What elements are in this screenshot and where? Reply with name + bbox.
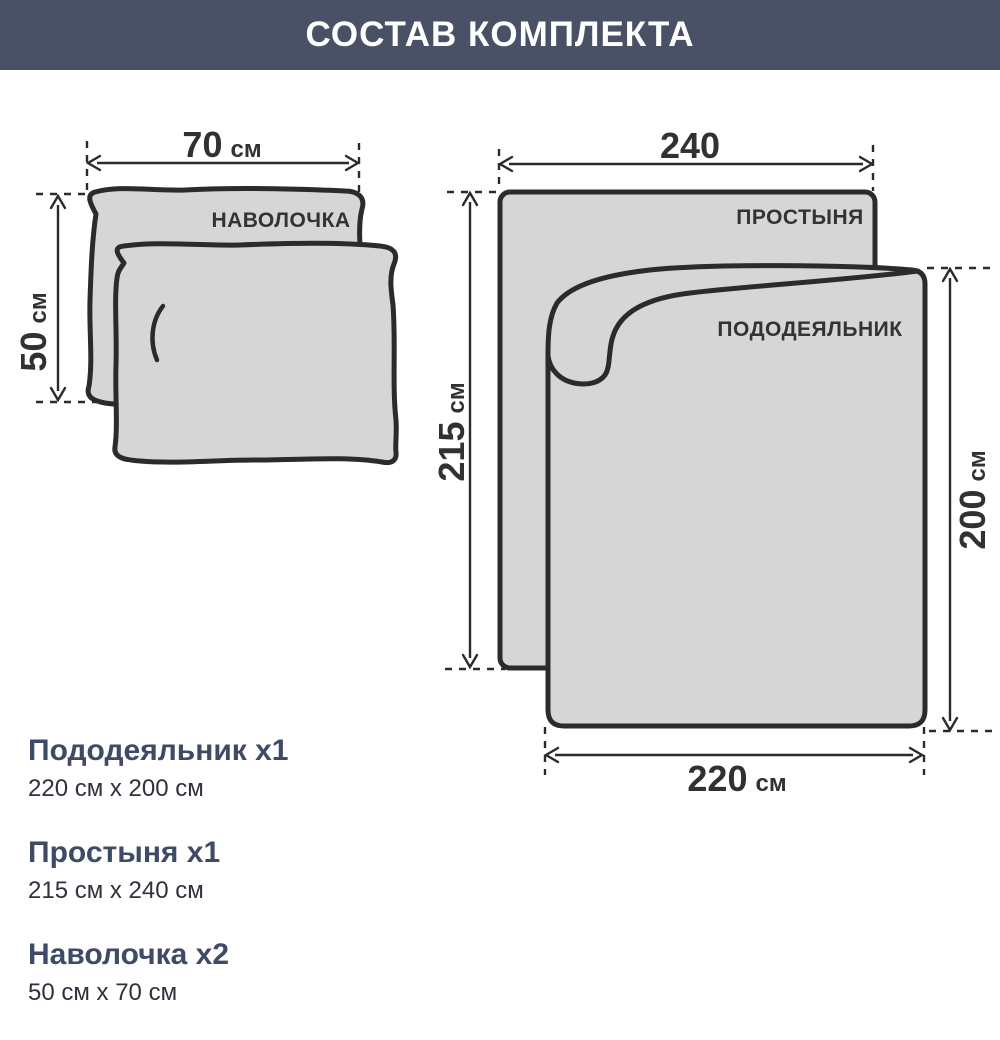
dimension-label-240: 240 — [659, 125, 721, 166]
legend-item-pillowcase — [28, 938, 288, 1007]
legend-item-size: 215 см x 240 см — [28, 877, 204, 904]
dimension-label-50: 50см — [13, 292, 54, 372]
pillow-front-shape — [115, 243, 396, 462]
legend-item-size: 50 см x 70 см — [28, 979, 178, 1006]
dimension-label-70: 70 см — [182, 124, 262, 165]
legend-item-name: Простыня x1 — [28, 836, 221, 869]
legend-item-name: Наволочка x2 — [28, 938, 230, 971]
legend-item-duvet — [28, 734, 288, 803]
legend-item-name: Пододеяльник x1 — [28, 734, 289, 767]
dimension-label-200: 200см — [952, 450, 993, 550]
legend — [28, 734, 288, 1040]
page-title: СОСТАВ КОМПЛЕКТА — [305, 15, 695, 54]
dimension-label-215: 215см — [431, 382, 472, 482]
dimension-label-220: 220 см — [687, 758, 787, 799]
sheet-label: ПРОСТЫНЯ — [736, 206, 864, 229]
legend-item-sheet — [28, 836, 288, 905]
duvet-label: ПОДОДЕЯЛЬНИК — [717, 318, 903, 341]
legend-item-size: 220 см x 200 см — [28, 775, 204, 802]
pillowcase-label: НАВОЛОЧКА — [211, 209, 351, 232]
